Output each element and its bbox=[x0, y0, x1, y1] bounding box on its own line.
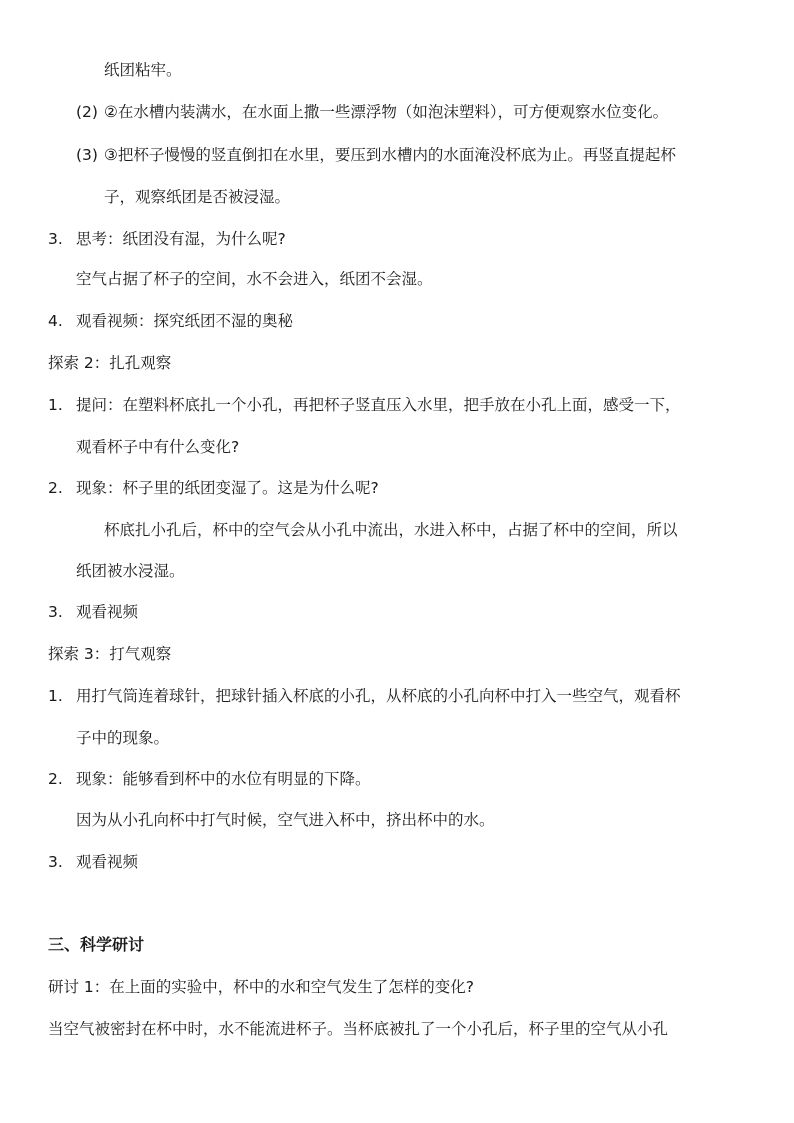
text-line: 纸团粘牢。 bbox=[104, 61, 182, 79]
section-heading: 探索 2：扎孔观察 bbox=[48, 354, 172, 372]
numbered-line: 2. 现象：能够看到杯中的水位有明显的下降。 bbox=[48, 770, 371, 788]
text-line: 研讨 1：在上面的实验中，杯中的水和空气发生了怎样的变化? bbox=[48, 978, 475, 996]
numbered-line: 1. 提问：在塑料杯底扎一个小孔，再把杯子竖直压入水里，把手放在小孔上面，感受一下， bbox=[48, 396, 681, 414]
text-line: 杯底扎小孔后，杯中的空气会从小孔中流出，水进入杯中，占据了杯中的空间，所以 bbox=[104, 521, 678, 539]
text-line: 空气占据了杯子的空间，水不会进入，纸团不会湿。 bbox=[76, 270, 433, 288]
section-heading: 探索 3：打气观察 bbox=[48, 645, 172, 663]
numbered-line: (2) ②在水槽内装满水，在水面上撒一些漂浮物（如泡沫塑料），可方便观察水位变化。 bbox=[76, 103, 669, 121]
numbered-line: (3) ③把杯子慢慢的竖直倒扣在水里，要压到水槽内的水面淹没杯底为止。再竖直提起杯 bbox=[76, 146, 676, 164]
text-line: 当空气被密封在杯中时，水不能流进杯子。当杯底被扎了一个小孔后，杯子里的空气从小孔 bbox=[48, 1020, 669, 1038]
section-title: 三、科学研讨 bbox=[48, 935, 145, 954]
numbered-line: 4. 观看视频：探究纸团不湿的奥秘 bbox=[48, 312, 294, 330]
text-line: 因为从小孔向杯中打气时候，空气进入杯中，挤出杯中的水。 bbox=[76, 811, 495, 829]
text-line: 纸团被水浸湿。 bbox=[76, 562, 185, 580]
text-line: 观看杯子中有什么变化? bbox=[76, 438, 240, 456]
text-line: 子，观察纸团是否被浸湿。 bbox=[104, 188, 291, 206]
numbered-line: 2. 现象：杯子里的纸团变湿了。这是为什么呢? bbox=[48, 479, 379, 497]
numbered-line: 3. 观看视频 bbox=[48, 853, 139, 871]
numbered-line: 3. 观看视频 bbox=[48, 603, 139, 621]
numbered-line: 3. 思考：纸团没有湿，为什么呢? bbox=[48, 230, 286, 248]
numbered-line: 1. 用打气筒连着球针，把球针插入杯底的小孔，从杯底的小孔向杯中打入一些空气，观看杯 bbox=[48, 687, 681, 705]
text-line: 子中的现象。 bbox=[76, 729, 170, 747]
